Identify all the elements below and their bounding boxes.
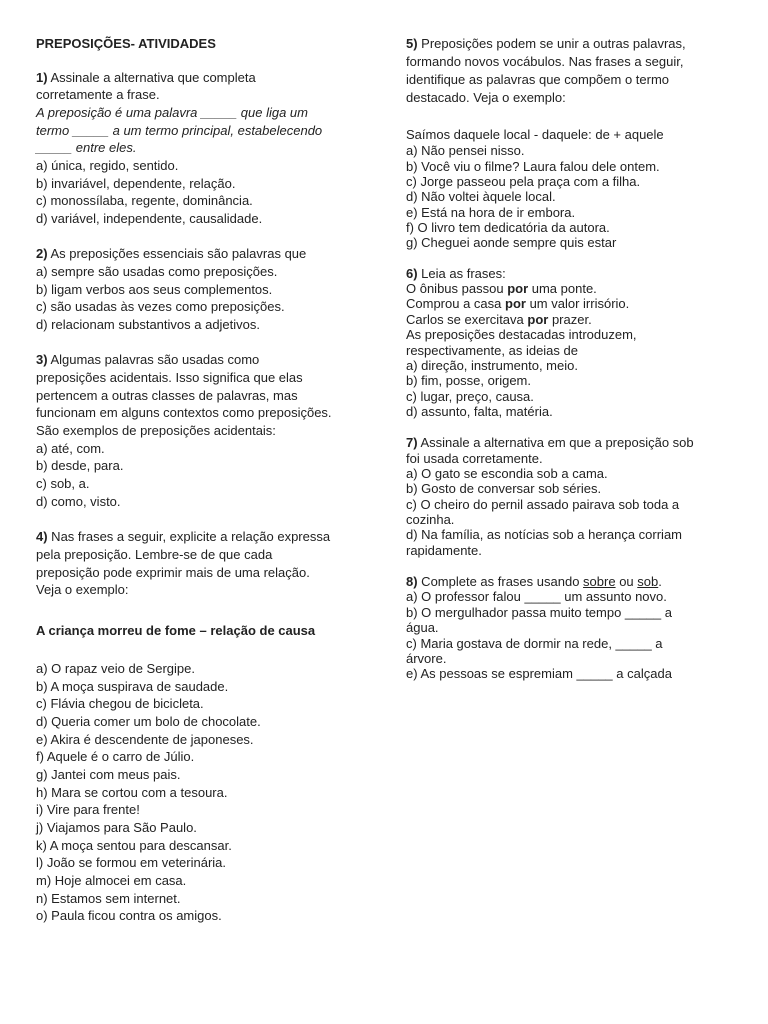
question-6-option: c) lugar, preço, causa.	[406, 389, 534, 404]
question-5-item: c) Jorge passeou pela praça com a filha.	[406, 174, 641, 189]
question-4-item: g) Jantei com meus pais.	[36, 767, 181, 782]
question-5-item: d) Não voltei àquele local.	[406, 189, 556, 204]
question-7-option: b) Gosto de conversar sob séries.	[406, 481, 602, 496]
question-1-option: c) monossílaba, regente, dominância.	[36, 193, 253, 208]
question-8-item: c) Maria gostava de dormir na rede, _____ a	[406, 636, 663, 651]
question-7-option: d) Na família, as notícias sob a herança corriam	[406, 527, 683, 542]
question-4-stem: 4) Nas frases a seguir, explicite a relação expressa	[36, 529, 331, 544]
question-3-stem-line: São exemplos de preposições acidentais:	[36, 423, 276, 438]
question-3-option: a) até, com.	[36, 441, 105, 456]
question-7-option: rapidamente.	[406, 543, 482, 558]
question-1-option: b) invariável, dependente, relação.	[36, 176, 236, 191]
question-4-item: m) Hoje almocei em casa.	[36, 873, 187, 888]
question-5-stem-line: identifique as palavras que compõem o termo	[406, 72, 670, 87]
question-2-option: d) relacionam substantivos a adjetivos.	[36, 317, 261, 332]
question-3-option: c) sob, a.	[36, 476, 90, 491]
page-title: PREPOSIÇÕES- ATIVIDADES	[36, 36, 216, 51]
question-5-item: g) Cheguei aonde sempre quis estar	[406, 235, 617, 250]
question-4-item: h) Mara se cortou com a tesoura.	[36, 785, 228, 800]
question-4-item: c) Flávia chegou de bicicleta.	[36, 696, 204, 711]
question-4-item: n) Estamos sem internet.	[36, 891, 181, 906]
question-5-example: Saímos daquele local - daquele: de + aquele	[406, 127, 664, 142]
question-5-item: b) Você viu o filme? Laura falou dele ontem.	[406, 159, 660, 174]
question-6-sentence: Comprou a casa por um valor irrisório.	[406, 296, 630, 311]
question-2-stem: 2) As preposições essenciais são palavras que	[36, 246, 307, 261]
question-3-stem-line: preposições acidentais. Isso significa que elas	[36, 370, 303, 385]
question-6-stem-line: respectivamente, as ideias de	[406, 343, 578, 358]
question-4-item: j) Viajamos para São Paulo.	[36, 820, 197, 835]
question-1-sentence-line: termo _____ a um termo principal, estabelecendo	[36, 123, 323, 138]
question-4-item: k) A moça sentou para descansar.	[36, 838, 232, 853]
question-6-stem: 6) Leia as frases:	[406, 266, 506, 281]
question-4-item: a) O rapaz veio de Sergipe.	[36, 661, 195, 676]
question-1-option: d) variável, independente, causalidade.	[36, 211, 263, 226]
question-3-stem-line: pertencem a outras classes de palavras, mas	[36, 388, 298, 403]
question-4-item: b) A moça suspirava de saudade.	[36, 679, 229, 694]
question-8-item: a) O professor falou _____ um assunto novo.	[406, 589, 667, 604]
question-5-item: f) O livro tem dedicatória da autora.	[406, 220, 610, 235]
question-6-option: a) direção, instrumento, meio.	[406, 358, 578, 373]
question-2-option: a) sempre são usadas como preposições.	[36, 264, 278, 279]
question-4-stem-line: preposição pode exprimir mais de uma relação.	[36, 565, 310, 580]
question-3-stem: 3) Algumas palavras são usadas como	[36, 352, 260, 367]
question-7-option: cozinha.	[406, 512, 455, 527]
question-3-option: d) como, visto.	[36, 494, 121, 509]
question-4-item: i) Vire para frente!	[36, 802, 140, 817]
question-4-item: o) Paula ficou contra os amigos.	[36, 908, 222, 923]
question-7-stem-line: foi usada corretamente.	[406, 451, 543, 466]
question-8-item: água.	[406, 620, 439, 635]
question-5-stem-line: formando novos vocábulos. Nas frases a seguir,	[406, 54, 684, 69]
question-8-stem: 8) Complete as frases usando sobre ou sob.	[406, 574, 662, 589]
question-1-stem: 1) Assinale a alternativa que completa	[36, 70, 256, 85]
question-4-item: f) Aquele é o carro de Júlio.	[36, 749, 195, 764]
question-1-sentence-line: _____ entre eles.	[36, 140, 137, 155]
question-6-sentence: Carlos se exercitava por prazer.	[406, 312, 592, 327]
question-4-item: l) João se formou em veterinária.	[36, 855, 227, 870]
question-4-stem-line: pela preposição. Lembre-se de que cada	[36, 547, 273, 562]
question-1-sentence-line: A preposição é uma palavra _____ que liga um	[36, 105, 308, 120]
question-8-item: e) As pessoas se espremiam _____ a calçada	[406, 666, 672, 681]
question-5-item: a) Não pensei nisso.	[406, 143, 525, 158]
question-5-item: e) Está na hora de ir embora.	[406, 205, 576, 220]
question-2-option: b) ligam verbos aos seus complementos.	[36, 282, 273, 297]
question-3-option: b) desde, para.	[36, 458, 124, 473]
question-6-stem-line: As preposições destacadas introduzem,	[406, 327, 637, 342]
question-4-stem-line: Veja o exemplo:	[36, 582, 129, 597]
question-4-item: d) Queria comer um bolo de chocolate.	[36, 714, 261, 729]
question-1-stem-line: corretamente a frase.	[36, 87, 160, 102]
question-4-example: A criança morreu de fome – relação de causa	[36, 623, 316, 638]
question-4-item: e) Akira é descendente de japoneses.	[36, 732, 254, 747]
question-6-option: d) assunto, falta, matéria.	[406, 404, 553, 419]
question-2-option: c) são usadas às vezes como preposições.	[36, 299, 285, 314]
question-5-stem-line: destacado. Veja o exemplo:	[406, 90, 566, 105]
question-7-option: a) O gato se escondia sob a cama.	[406, 466, 608, 481]
question-1-option: a) única, regido, sentido.	[36, 158, 179, 173]
question-5-stem: 5) Preposições podem se unir a outras palavras,	[406, 36, 686, 51]
question-7-option: c) O cheiro do pernil assado pairava sob toda a	[406, 497, 680, 512]
question-8-item: b) O mergulhador passa muito tempo _____ a	[406, 605, 672, 620]
question-7-stem: 7) Assinale a alternativa em que a preposição sob	[406, 435, 694, 450]
question-3-stem-line: funcionam em alguns contextos como preposições.	[36, 405, 332, 420]
question-6-sentence: O ônibus passou por uma ponte.	[406, 281, 597, 296]
question-6-option: b) fim, posse, origem.	[406, 373, 531, 388]
question-8-item: árvore.	[406, 651, 447, 666]
